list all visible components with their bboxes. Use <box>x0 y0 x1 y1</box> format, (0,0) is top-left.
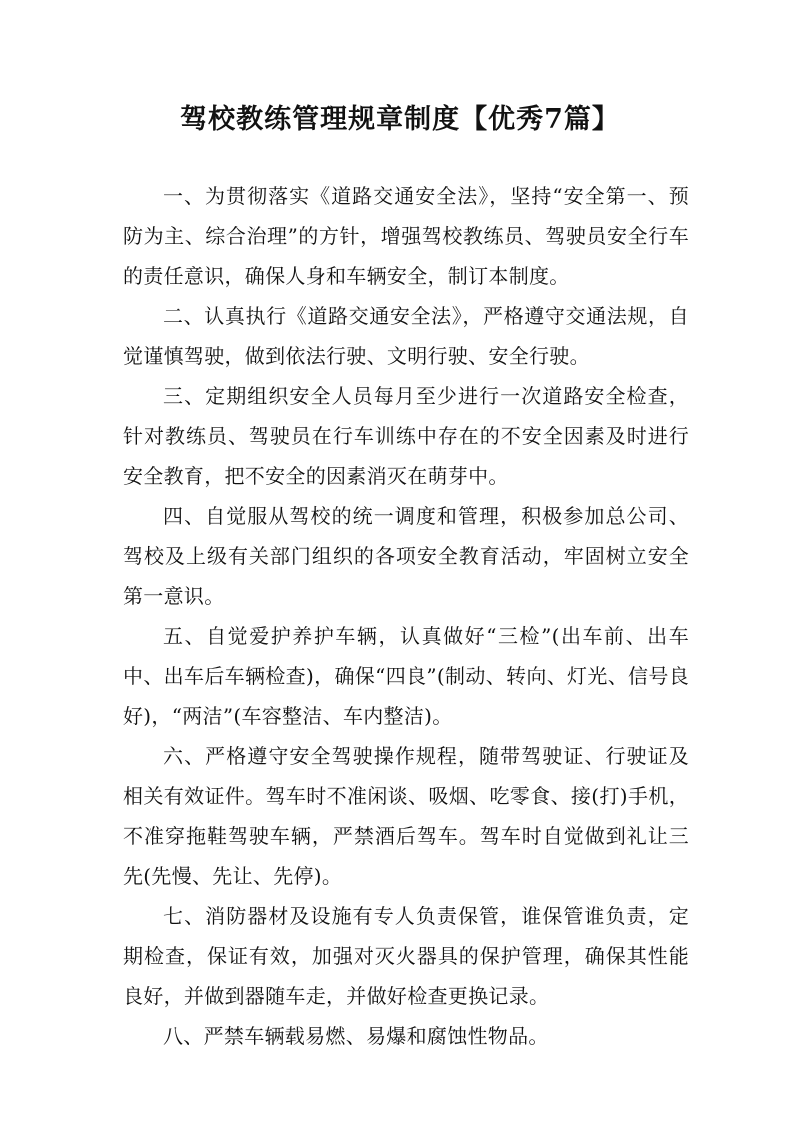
paragraph-7: 七、消防器材及设施有专人负责保管，谁保管谁负责，定期检查，保证有效，加强对灭火器具的保护管理，确保其性能良好，并做到器随车走，并做好检查更换记录。 <box>123 904 689 1008</box>
paragraph-4: 四、自觉服从驾校的统一调度和管理，积极参加总公司、驾校及上级有关部门组织的各项安全教育活动，牢固树立安全第一意识。 <box>123 504 689 608</box>
paragraph-8: 八、严禁车辆载易燃、易爆和腐蚀性物品。 <box>163 1024 549 1048</box>
paragraph-6: 六、严格遵守安全驾驶操作规程，随带驾驶证、行驶证及相关有效证件。驾车时不准闲谈、吸烟、吃零食、接(打)手机，不准穿拖鞋驾驶车辆，严禁酒后驾车。驾车时自觉做到礼让三先(先慢、先让、先停)。 <box>123 744 689 888</box>
document-title: 驾校教练管理规章制度【优秀7篇】 <box>180 104 620 135</box>
paragraph-2: 二、认真执行《道路交通安全法》，严格遵守交通法规，自觉谨慎驾驶，做到依法行驶、文明行驶、安全行驶。 <box>123 304 689 368</box>
paragraph-1: 一、为贯彻落实《道路交通安全法》，坚持“安全第一、预防为主、综合治理”的方针，增强驾校教练员、驾驶员安全行车的责任意识，确保人身和车辆安全，制订本制度。 <box>123 184 689 288</box>
document-body <box>123 176 689 1056</box>
paragraph-5: 五、自觉爱护养护车辆，认真做好“三检”(出车前、出车中、出车后车辆检查)，确保“四良”(制动、转向、灯光、信号良好)，“两洁”(车容整洁、车内整洁)。 <box>123 624 689 728</box>
paragraph-3: 三、定期组织安全人员每月至少进行一次道路安全检查，针对教练员、驾驶员在行车训练中存在的不安全因素及时进行安全教育，把不安全的因素消灭在萌芽中。 <box>123 384 689 488</box>
